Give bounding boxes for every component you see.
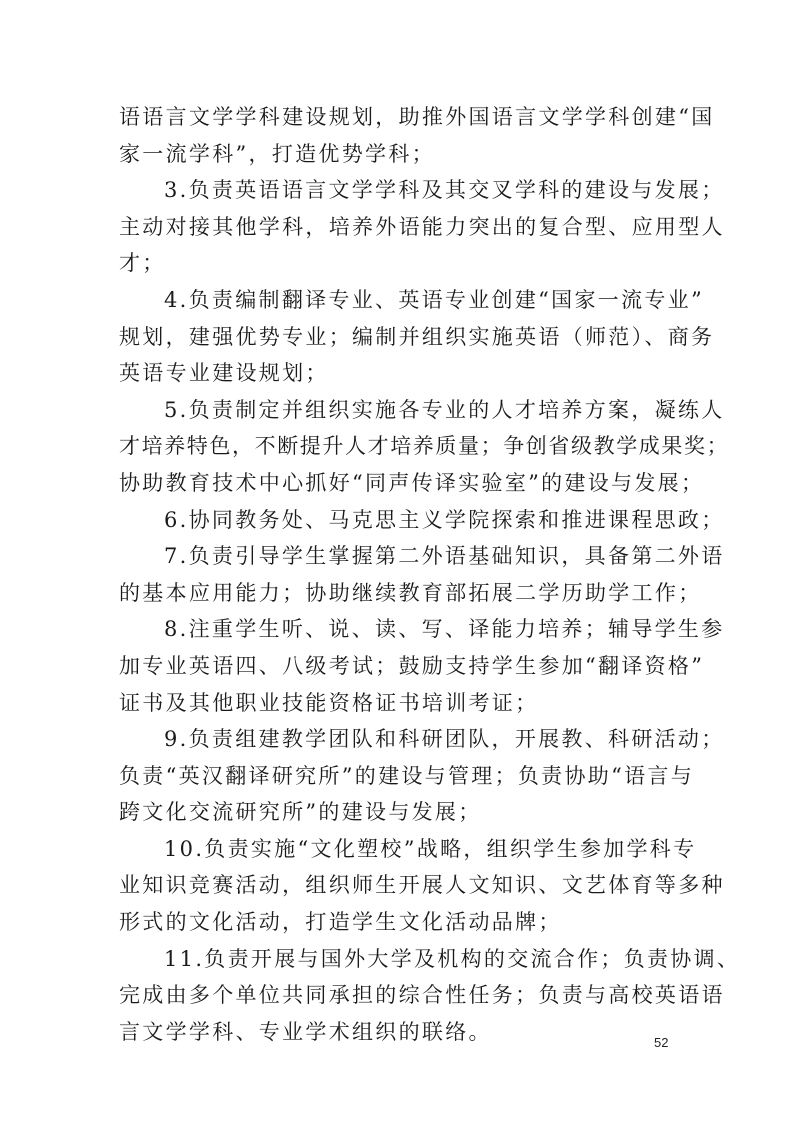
- text-line-item-7: 7.负责引导学生掌握第二外语基础知识，具备第二外语: [164, 544, 725, 569]
- text-line-item-6: 6.协同教务处、马克思主义学院探索和推进课程思政；: [164, 507, 725, 532]
- text-line-item-3: 3.负责英语语言文学学科及其交叉学科的建设与发展；: [164, 178, 725, 203]
- text-line: 协助教育技术中心抓好“同声传译实验室”的建设与发展；: [119, 470, 705, 495]
- text-line: 主动对接其他学科，培养外语能力突出的复合型、应用型人: [119, 214, 725, 239]
- text-line: 业知识竞赛活动，组织师生开展人文知识、文艺体育等多种: [119, 873, 725, 898]
- text-line: 负责“英汉翻译研究所”的建设与管理；负责协助“语言与: [119, 763, 695, 788]
- text-line: 家一流学科”，打造优势学科；: [119, 141, 435, 166]
- text-line: 才；: [119, 251, 166, 276]
- text-line: 语语言文学学科建设规划，助推外国语言文学学科创建“国: [119, 105, 715, 129]
- text-line: 完成由多个单位共同承担的综合性任务；负责与高校英语语: [119, 983, 725, 1008]
- text-line-item-11: 11.负责开展与国外大学及机构的交流合作；负责协调、: [164, 946, 741, 971]
- text-line: 形式的文化活动，打造学生文化活动品牌；: [119, 910, 562, 935]
- body-text: [119, 99, 741, 1050]
- text-line: 言文学学科、专业学术组织的联络。: [119, 1019, 492, 1044]
- text-line: 英语专业建设规划；: [119, 361, 329, 386]
- text-line-item-9: 9.负责组建教学团队和科研团队，开展教、科研活动；: [164, 727, 725, 752]
- text-line: 加专业英语四、八级考试；鼓励支持学生参加“翻译资格”: [119, 653, 705, 678]
- page-number: 52: [654, 1035, 669, 1050]
- text-line: 才培养特色，不断提升人才培养质量；争创省级教学成果奖；: [119, 434, 730, 459]
- text-line-item-8: 8.注重学生听、说、读、写、译能力培养；辅导学生参: [164, 617, 725, 642]
- text-line: 规划，建强优势专业；编制并组织实施英语（师范）、商务: [119, 324, 715, 349]
- text-line-item-10: 10.负责实施“文化塑校”战略，组织学生参加学科专: [164, 836, 697, 861]
- text-line-item-4: 4.负责编制翻译专业、英语专业创建“国家一流专业”: [164, 287, 705, 312]
- text-line-item-5: 5.负责制定并组织实施各专业的人才培养方案，凝练人: [164, 397, 725, 422]
- text-line: 的基本应用能力；协助继续教育部拓展二学历助学工作；: [119, 580, 702, 605]
- text-line: 跨文化交流研究所”的建设与发展；: [119, 800, 482, 825]
- text-line: 证书及其他职业技能资格证书培训考证；: [119, 690, 539, 715]
